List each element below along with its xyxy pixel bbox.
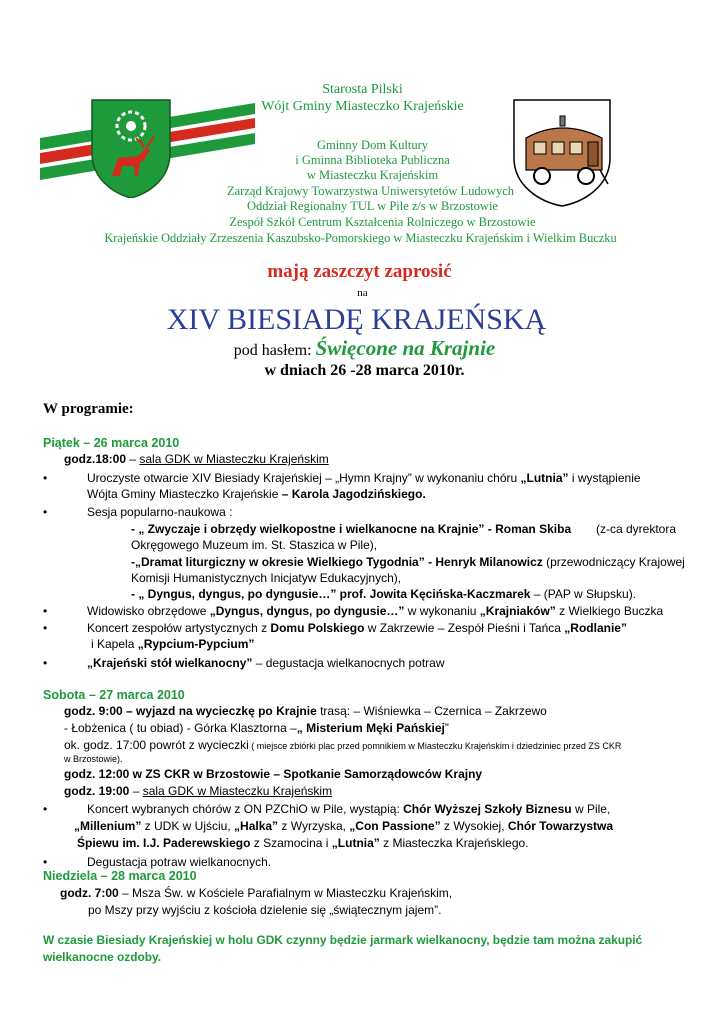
concert-kapela: i Kapela xyxy=(91,637,138,651)
friday-item-stol xyxy=(87,656,445,671)
saturday-evening xyxy=(64,784,332,799)
stol-title: „Krajeński stół wielkanocny” xyxy=(87,656,253,670)
header-line-oddzial: Oddział Regionalny TUL w Pile z/s w Brzostowie xyxy=(246,199,498,213)
saturday-return-cont: w Brzostowie). xyxy=(64,754,123,764)
choir-con-passione-place: z Wysokiej, xyxy=(440,819,508,833)
mass-text: – Msza Św. w Kościele Parafialnym w Miasteczku Krajeńskim, xyxy=(118,886,453,900)
choir-halka: „Halka” xyxy=(234,819,279,833)
choir-lutnia: „Lutnia” xyxy=(331,836,380,850)
widowisko-place: z Wielkiego Buczka xyxy=(555,604,664,618)
opening-wojt-name: – Karola Jagodzińskiego. xyxy=(281,487,426,501)
lecture-2-role: (przewodniczący Krajowej xyxy=(542,555,685,569)
header-line-starosta: Starosta Pilski xyxy=(322,82,403,97)
misterium-quote: ” xyxy=(444,721,449,735)
trip-route: trasą: – Wiśniewka – Czernica – Zakrzewo xyxy=(316,704,547,718)
opening-wojt: Wójta Gminy Miasteczko Krajeńskie xyxy=(87,487,282,501)
saturday-choirs xyxy=(87,802,610,817)
friday-item-concert xyxy=(87,621,627,636)
lecture-2 xyxy=(131,555,685,570)
friday-dash: – xyxy=(126,452,140,466)
evening-time: godz. 19:00 xyxy=(64,784,130,798)
header-line-miasteczko: w Miasteczku Krajeńskim xyxy=(306,168,439,182)
bullet-icon: • xyxy=(43,855,48,869)
friday-item-opening xyxy=(87,471,641,486)
bullet-icon: • xyxy=(43,604,48,618)
choir-wsb: Chór Wyższej Szkoły Biznesu xyxy=(403,802,572,816)
event-title: XIV BIESIADĘ KRAJEŃSKĄ xyxy=(166,303,547,336)
bullet-icon: • xyxy=(43,471,48,485)
header-line-tul: Zarząd Krajowy Towarzystwa Uniwersytetów Ludowych xyxy=(227,184,514,198)
header-line-biblioteka: i Gminna Biblioteka Publiczna xyxy=(295,153,450,167)
bullet-icon: • xyxy=(43,802,48,816)
choirs-text: Koncert wybranych chórów z ON PZChiO w Pile, wystąpią: xyxy=(87,802,404,816)
mass-time: godz. 7:00 xyxy=(60,886,119,900)
concert-text: Koncert zespołów artystycznych z xyxy=(87,621,271,635)
footer-line-2: wielkanocne ozdoby. xyxy=(43,950,162,964)
concert-kapela-name: „Rypcium-Pypcium” xyxy=(137,637,255,651)
choir-millenium-place: z UDK w Ujściu, xyxy=(141,819,235,833)
misterium-title: „ Misterium Męki Pańskiej xyxy=(296,721,445,735)
choir-millenium: „Millenium” xyxy=(74,819,142,833)
lecture-1 xyxy=(131,522,571,537)
choir-paderewski-place: z Szamocina i xyxy=(250,836,332,850)
saturday-return xyxy=(64,738,621,754)
bullet-icon: • xyxy=(43,621,48,635)
header-line-zespol: Zespół Szkół Centrum Kształcenia Rolniczego w Brzostowie xyxy=(229,215,536,229)
friday-heading: Piątek – 26 marca 2010 xyxy=(43,436,180,450)
opening-choir: „Lutnia” xyxy=(520,471,569,485)
return-text: ok. godz. 17:00 powrót z wycieczki xyxy=(64,738,249,752)
saturday-trip-cont xyxy=(64,721,449,736)
lecture-2-cont: Komisji Humanistycznych Inicjatyw Edukacyjnych), xyxy=(131,571,402,585)
motto-prefix: pod hasłem: xyxy=(233,342,316,359)
sunday-mass xyxy=(60,886,452,901)
opening-text: Uroczyste otwarcie XIV Biesiady Krajeńskiej – „Hymn Krajny” w wykonaniu chóru xyxy=(87,471,521,485)
trip-title: godz. 9:00 – wyjazd na wycieczkę po Krajnie xyxy=(64,704,317,718)
invite-line: mają zaszczyt zaprosić xyxy=(267,261,452,282)
lecture-2-title: -„Dramat liturgiczny w okresie Wielkiego Tygodnia” - Henryk Milanowicz xyxy=(131,555,543,569)
concert-group: „Rodlanie” xyxy=(564,621,627,635)
widowisko-group: „Krajniaków” xyxy=(479,604,556,618)
trip-route-2: - Łobżenica ( tu obiad) - Górka Klasztorna – xyxy=(64,721,297,735)
program-heading: W programie: xyxy=(43,401,134,417)
friday-item-concert-cont xyxy=(91,637,254,652)
saturday-choirs-cont-2 xyxy=(77,836,529,851)
saturday-tasting: Degustacja potraw wielkanocnych. xyxy=(87,855,272,869)
evening-dash: – xyxy=(129,784,143,798)
choir-lutnia-place: z Miasteczka Krajeńskiego. xyxy=(379,836,529,850)
widowisko-title: „Dyngus, dyngus, po dyngusie…” xyxy=(209,604,405,618)
choir-con-passione: „Con Passione” xyxy=(349,819,441,833)
opening-rest: i wystąpienie xyxy=(568,471,641,485)
lecture-1-title: - „ Zwyczaje i obrzędy wielkopostne i wielkanocne na Krajnie” - Roman Skiba xyxy=(131,522,572,536)
motto-text: Święcone na Krajnie xyxy=(315,336,496,360)
lecture-1-role: (z-ca dyrektora xyxy=(596,522,677,536)
stol-text: – degustacja wielkanocnych potraw xyxy=(252,656,445,670)
saturday-choirs-cont xyxy=(74,819,613,834)
friday-time: godz.18:00 xyxy=(64,452,127,466)
header-line-gdk: Gminny Dom Kultury xyxy=(316,138,429,152)
lecture-3-title: - „ Dyngus, dyngus, po dyngusie…” prof. Jowita Kęcińska-Kaczmarek xyxy=(131,587,531,601)
header-line-kaszubsko: Krajeńskie Oddziały Zrzeszenia Kaszubsko-Pomorskiego w Miasteczku Krajeńskim i Wielkim Buczku xyxy=(104,231,617,245)
sunday-egg: po Mszy przy wyjściu z kościoła dzielenie się „świątecznym jajem”. xyxy=(88,903,442,917)
evening-venue: sala GDK w Miasteczku Krajeńskim xyxy=(142,784,333,798)
saturday-trip xyxy=(64,704,547,719)
friday-item-widowisko xyxy=(87,604,663,619)
header-line-wojt: Wójt Gminy Miasteczko Krajeńskie xyxy=(261,99,464,114)
friday-item-opening-cont xyxy=(87,487,426,502)
choir-halka-place: z Wyrzyska, xyxy=(278,819,350,833)
concert-mid: w Zakrzewie – Zespół Pieśni i Tańca xyxy=(364,621,565,635)
bullet-icon: • xyxy=(43,505,48,519)
widowisko-text: Widowisko obrzędowe xyxy=(87,604,210,618)
lecture-3 xyxy=(131,587,636,602)
friday-venue: sala GDK w Miasteczku Krajeńskim xyxy=(139,452,329,466)
footer-line-1: W czasie Biesiady Krajeńskiej w holu GDK czynny będzie jarmark wielkanocny, będzie tam można zakupić xyxy=(43,933,643,947)
lecture-3-role: – (PAP w Słupsku). xyxy=(530,587,637,601)
bullet-icon: • xyxy=(43,656,48,670)
motto-line xyxy=(2,337,725,362)
friday-item-session: Sesja popularno-naukowa : xyxy=(87,505,233,519)
saturday-meeting: godz. 12:00 w ZS CKR w Brzostowie – Spotkanie Samorządowców Krajny xyxy=(64,767,483,781)
invite-na: na xyxy=(357,287,368,299)
lecture-1-cont: Okręgowego Muzeum im. St. Staszica w Pile), xyxy=(131,538,378,552)
friday-time-line xyxy=(64,452,329,467)
concert-venue: Domu Polskiego xyxy=(270,621,365,635)
choir-paderewski: Śpiewu im. I.J. Paderewskiego xyxy=(77,836,251,850)
widowisko-mid: w wykonaniu xyxy=(404,604,480,618)
choir-towarzystwa: Chór Towarzystwa xyxy=(507,819,614,833)
choir-wsb-place: w Pile, xyxy=(571,802,611,816)
saturday-heading: Sobota – 27 marca 2010 xyxy=(43,688,185,702)
event-dates: w dniach 26 -28 marca 2010r. xyxy=(264,362,465,379)
return-meeting-point: ( miejsce zbiórki plac przed pomnikiem w Miasteczku Krajeńskim i dziedziniec przed ZS CKR xyxy=(248,741,622,751)
sunday-heading: Niedziela – 28 marca 2010 xyxy=(43,869,197,883)
